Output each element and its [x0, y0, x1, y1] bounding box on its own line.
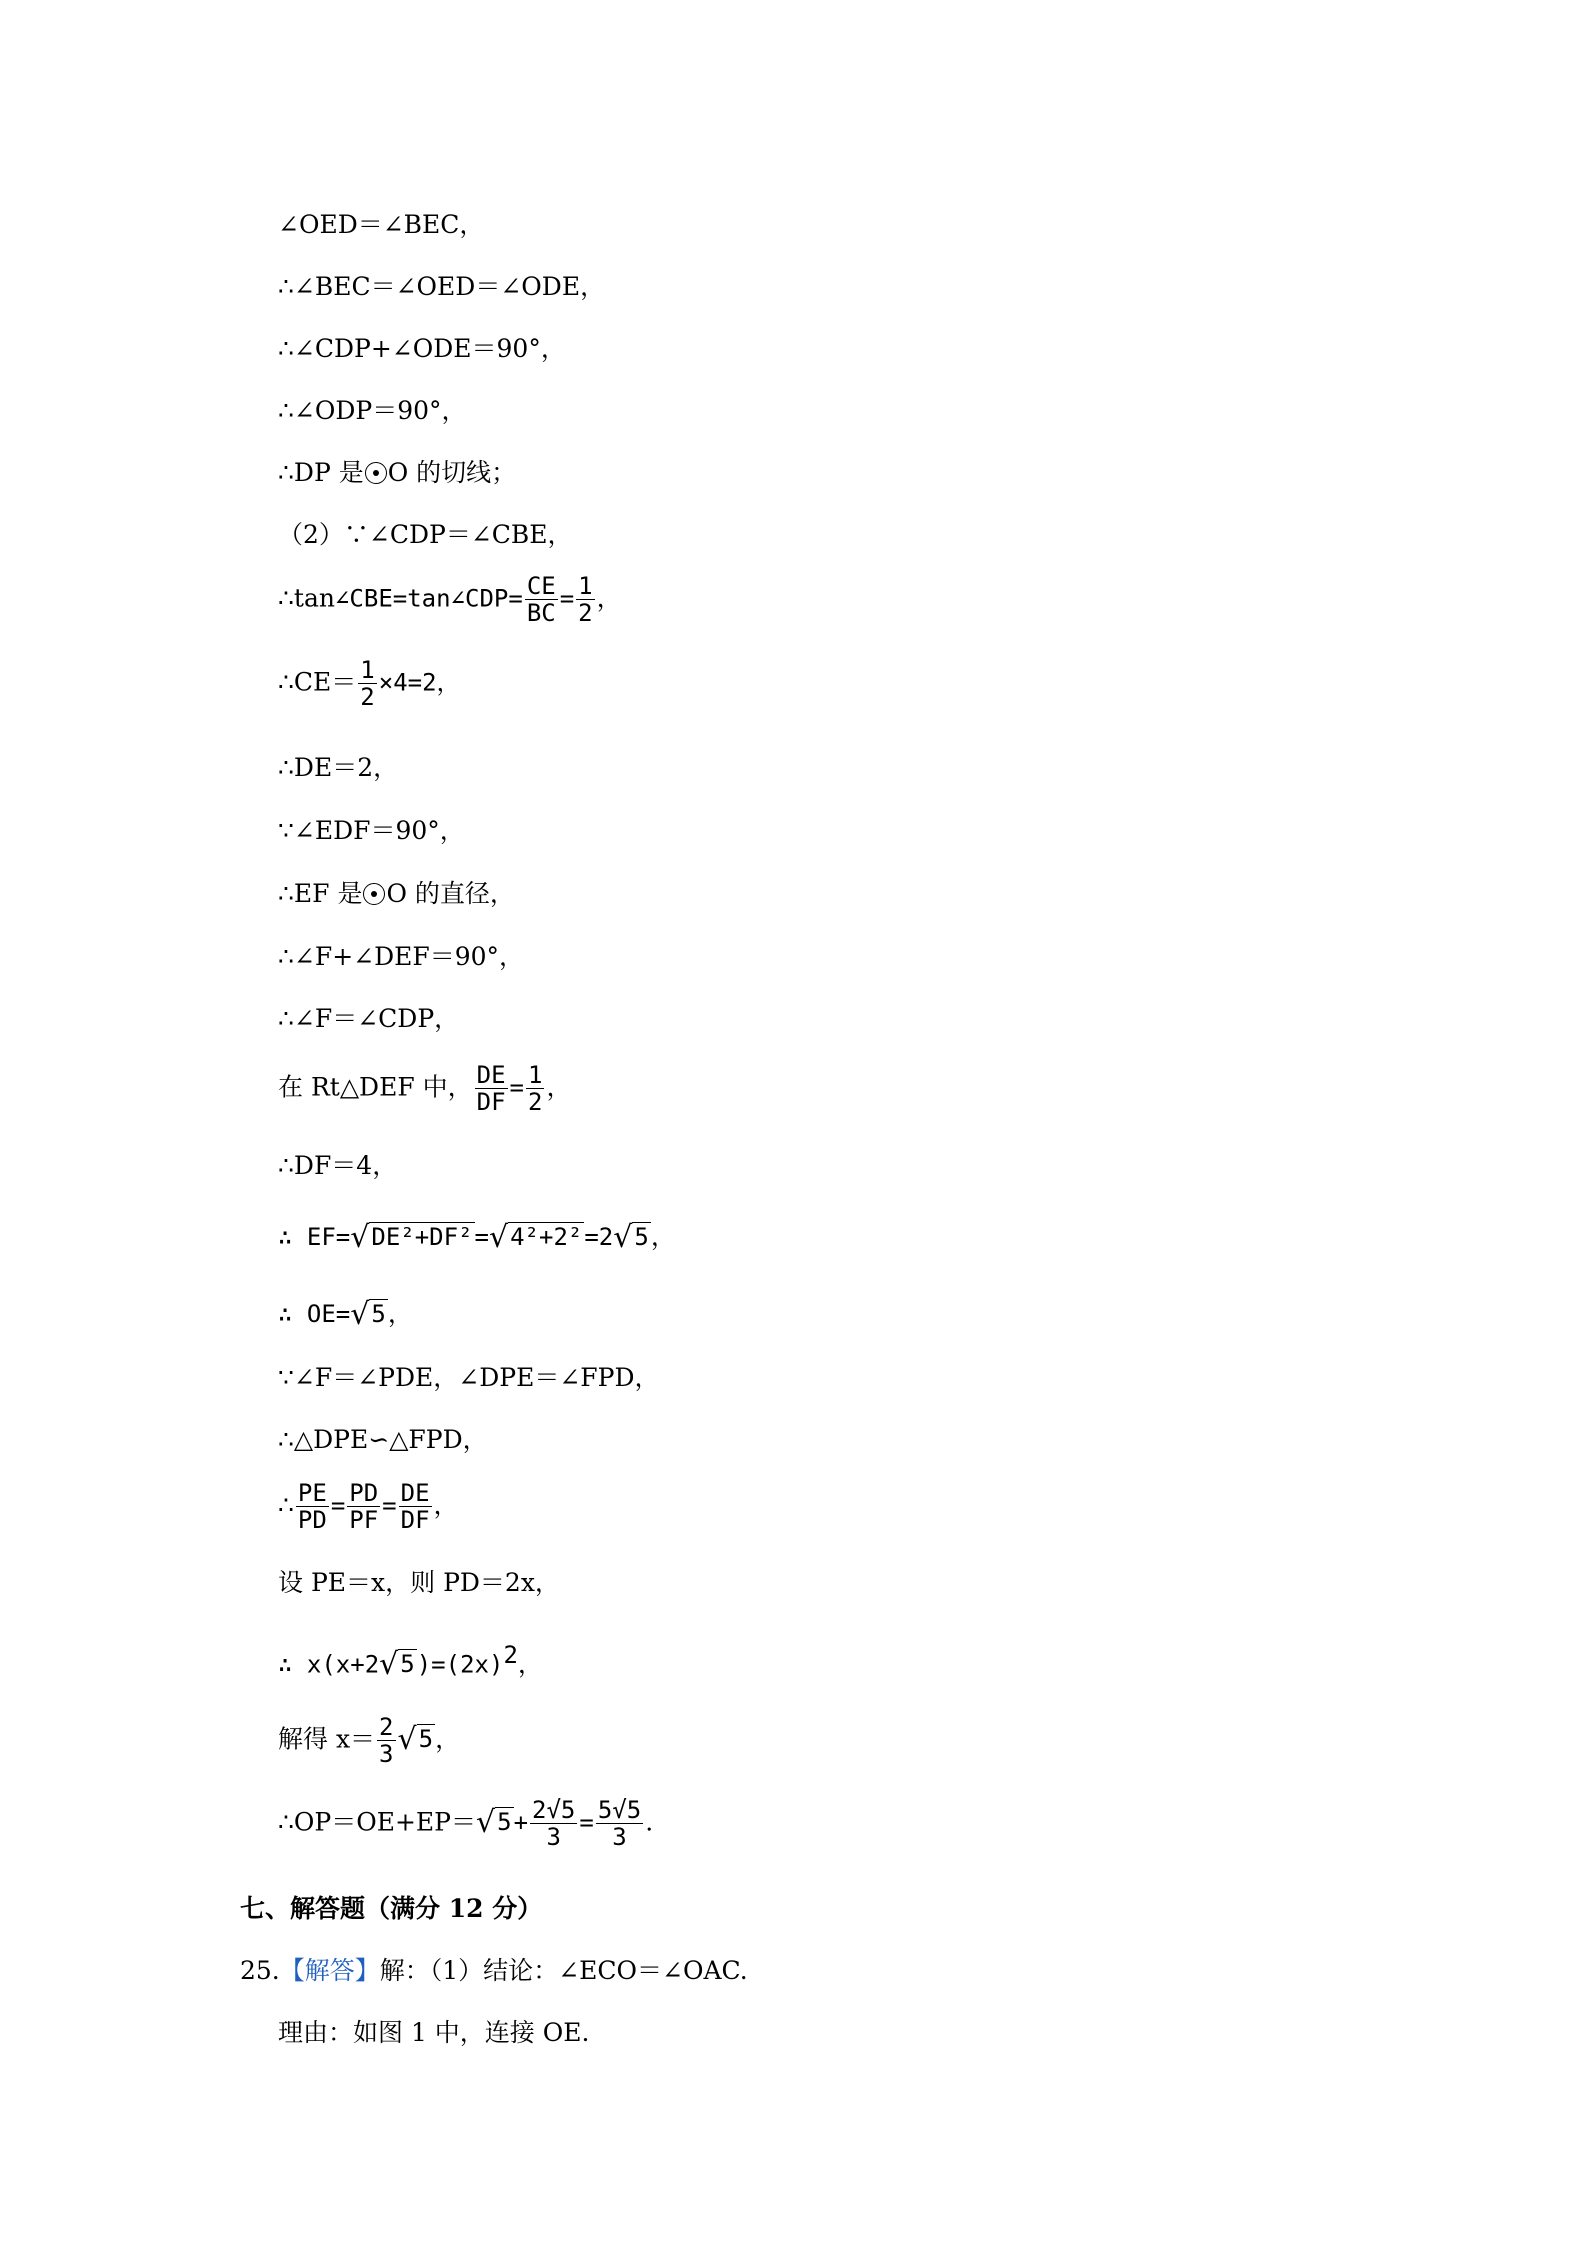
circle-dot-icon — [363, 883, 385, 905]
square-root: √DE²+DF² — [350, 1220, 473, 1255]
solution-line: ∴tan∠CBE=tan∠CDP= $\frac{CE}{BC}$ = $\frac{1}{2}$ ， — [278, 572, 622, 628]
square-root: √5 — [397, 1722, 434, 1758]
fraction: $\frac{1}{2}$ — [578, 572, 593, 628]
solution-line: 理由：如图 1 中，连接 OE. — [278, 2018, 590, 2047]
solution-line: ∴ $x(x+2√5)=(2x)^2$， — [278, 1635, 543, 1685]
solution-line: 设 PE＝x，则 PD＝2x， — [278, 1568, 560, 1597]
fraction: $\frac{PE}{PD}$ — [297, 1479, 327, 1535]
square-root: √5 — [379, 1647, 415, 1683]
solution-line: ∵∠F＝∠PDE，∠DPE＝∠FPD， — [278, 1363, 660, 1392]
solution-line: （2）∵∠CDP＝∠CBE， — [278, 520, 573, 549]
solution-line: ∴EF 是 O 的直径， — [278, 879, 515, 908]
solution-line: ∴∠ODP＝90°， — [278, 396, 467, 425]
solution-line: ∴∠F+∠DEF＝90°， — [278, 942, 525, 971]
solution-line: 在 Rt△DEF 中， $\frac{DE}{DF}$ = $\frac{1}{2}$ ， — [278, 1061, 572, 1117]
solution-line: ∴△DPE∽△FPD， — [278, 1425, 488, 1454]
solution-line: ∴DP 是 O 的切线； — [278, 458, 517, 487]
fraction: $\frac{1}{2}$ — [360, 656, 375, 712]
solution-line: ∴DF＝4， — [278, 1151, 398, 1180]
solution-line: ∴DE＝2， — [278, 753, 399, 782]
fraction: $\frac{2}{3}$ — [379, 1713, 394, 1769]
solution-line: ∠OED＝∠BEC， — [278, 210, 485, 239]
solution-line: ∴CE＝ $\frac{1}{2}$ ×4=2， — [278, 656, 461, 712]
solution-line: ∴∠BEC＝∠OED＝∠ODE， — [278, 272, 606, 301]
square-root: √5 — [350, 1297, 386, 1332]
solution-line: ∴∠CDP+∠ODE＝90°， — [278, 334, 566, 363]
fraction: $\frac{1}{2}$ — [528, 1061, 543, 1117]
solution-line: ∴ $\frac{PE}{PD}$ = $\frac{PD}{PF}$ = $\frac{DE}{DF}$ ， — [278, 1479, 459, 1535]
fraction: $\frac{2√5}{3}$ — [532, 1796, 576, 1852]
fraction: $\frac{PD}{PF}$ — [349, 1479, 379, 1535]
fraction: $\frac{5√5}{3}$ — [597, 1796, 642, 1852]
solution-line: ∴∠F＝∠CDP， — [278, 1004, 460, 1033]
question-line: 25.【解答】解：（1）结论：∠ECO＝∠OAC. — [240, 1956, 748, 1985]
square-root: √5 — [613, 1220, 649, 1255]
section-heading: 七、解答题（满分 12 分） — [240, 1894, 543, 1923]
solution-line: ∴ EF=√DE²+DF²=√4²+2²=2√5， — [278, 1217, 676, 1258]
solution-line: ∴OP＝OE+EP＝√5+ $\frac{2√5}{3}$ = $\frac{5√5}{3}$ . — [278, 1796, 654, 1852]
fraction: $\frac{DE}{DF}$ — [476, 1061, 506, 1117]
fraction: $\frac{CE}{BC}$ — [526, 572, 556, 628]
solution-line: 解得 x＝ $\frac{2}{3}$ √5， — [278, 1713, 461, 1769]
square-root: √4²+2² — [488, 1220, 583, 1255]
square-root: √5 — [476, 1805, 512, 1841]
answer-tag: 【解答】 — [279, 1956, 380, 1985]
solution-line: ∵∠EDF＝90°， — [278, 816, 465, 845]
circle-dot-icon — [365, 462, 387, 484]
fraction: $\frac{DE}{DF}$ — [400, 1479, 430, 1535]
solution-line: ∴ OE=√5， — [278, 1294, 413, 1335]
